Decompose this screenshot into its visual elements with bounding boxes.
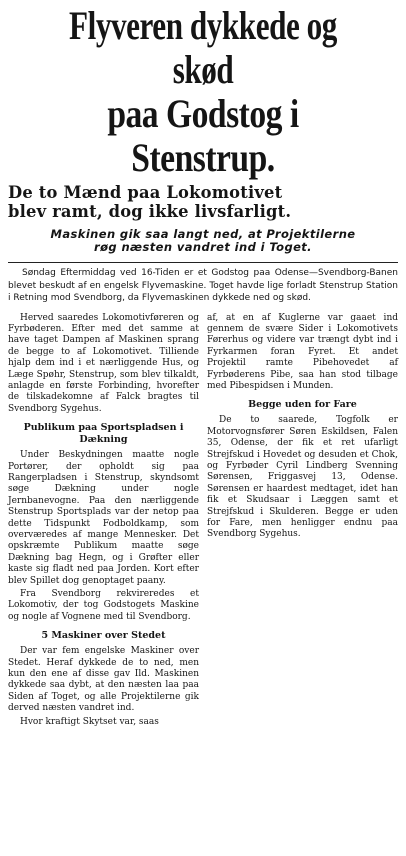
paragraph: Hvor kraftigt Skytset var, saas: [20, 716, 159, 727]
lead-paragraph: Søndag Eftermiddag ved 16-Tiden er et Godstog paa Odense—Svendborg-Banen blevet beskudt af en engelsk Flyvemaskine. Toget havde lige forladt Stenstrup Station i Retning mod Svendborg, da Flyvemaskinen dykkede ned og skød.: [8, 268, 398, 303]
subheading: 5 Maskiner over Stedet: [41, 630, 166, 642]
paragraph: af, at en af Kuglerne var gaaet ind gennem de svære Sider i Lokomotivets Førerhus og videre var trængt dybt ind i Fyrkarmen foran Fyret. Et andet Projektil ramte Pibehovedet af Fyrbøderens Pibe, saa han stod tilbage med Pibespidsen i Munden.: [207, 312, 398, 391]
paragraph: Der var fem engelske Maskiner over Stedet. Heraf dykkede de to ned, men kun den ene af disse gav Ild. Maskinen dykkede saa dybt, at den næsten laa paa Siden af Toget, og alle Projektilerne gik derved næsten vandret ind.: [8, 646, 199, 714]
headline-line-1: Flyveren dykkede og skød: [69, 3, 337, 92]
subheading: Begge uden for Fare: [248, 399, 357, 411]
deck-line-1: De to Mænd paa Lokomotivet: [8, 183, 283, 203]
column-right: [207, 313, 398, 729]
subdeck-line-2: røg næsten vandret ind i Toget.: [94, 240, 312, 254]
subheading: Publikum paa Sportspladsen i Dækning: [23, 422, 184, 446]
headline-line-2: paa Godstog i Stenstrup.: [107, 91, 299, 180]
paragraph: De to saarede, Togfolk er Motorvognsfører Søren Eskildsen, Falen 35, Odense, der fik et ret ufarligt Strejfskud i Hovedet og desuden et Chok, og Fyrbøder Cyril Lindberg Svenning Sørensen, Friggasvej 13, Odense. Sørensen er haardest medtaget, idet han fik et Skudsaar i Læggen samt et Strejfskud i Skulderen. Begge er uden for Fare, men henligger endnu paa Svendborg Sygehus.: [207, 415, 398, 540]
article-columns: [8, 313, 398, 729]
deck-line-2: blev ramt, dog ikke livsfarligt.: [8, 202, 292, 222]
paragraph: Fra Svendborg rekvireredes et Lokomotiv, der tog Godstogets Maskine og nogle af Vognene med til Svendborg.: [8, 589, 199, 622]
divider-rule: [8, 262, 398, 263]
paragraph: Herved saaredes Lokomotivføreren og Fyrbøderen. Efter med det samme at have taget Dampen af Maskinen sprang de begge to af Lokomotivet. Tilliende hjalp dem ind i et nærliggende Hus, og Læge Spøhr, Stenstrup, som blev tilkaldt, anlagde en første Forbinding, hvorefter de tilskadekomne af Falck bragtes til Svendborg Sygehus.: [8, 312, 199, 414]
column-left: [8, 313, 199, 729]
subdeck-line-1: Maskinen gik saa langt ned, at Projektilerne: [50, 227, 356, 241]
paragraph: Under Beskydningen maatte nogle Portører, der opholdt sig paa Rangerpladsen i Stenstrup, skyndsomt søge Dækning under nogle Jernbanevogne. Paa den nærliggende Stenstrup Sportsplads var der netop paa dette Tidspunkt Fodboldkamp, som overværedes af mange Mennesker. Det opskræmte Publikum maatte søge Dækning bag Hegn, og i Grøfter eller kaste sig fladt ned paa Jorden. Kort efter blev Spillet dog genoptaget paany.: [8, 450, 199, 586]
